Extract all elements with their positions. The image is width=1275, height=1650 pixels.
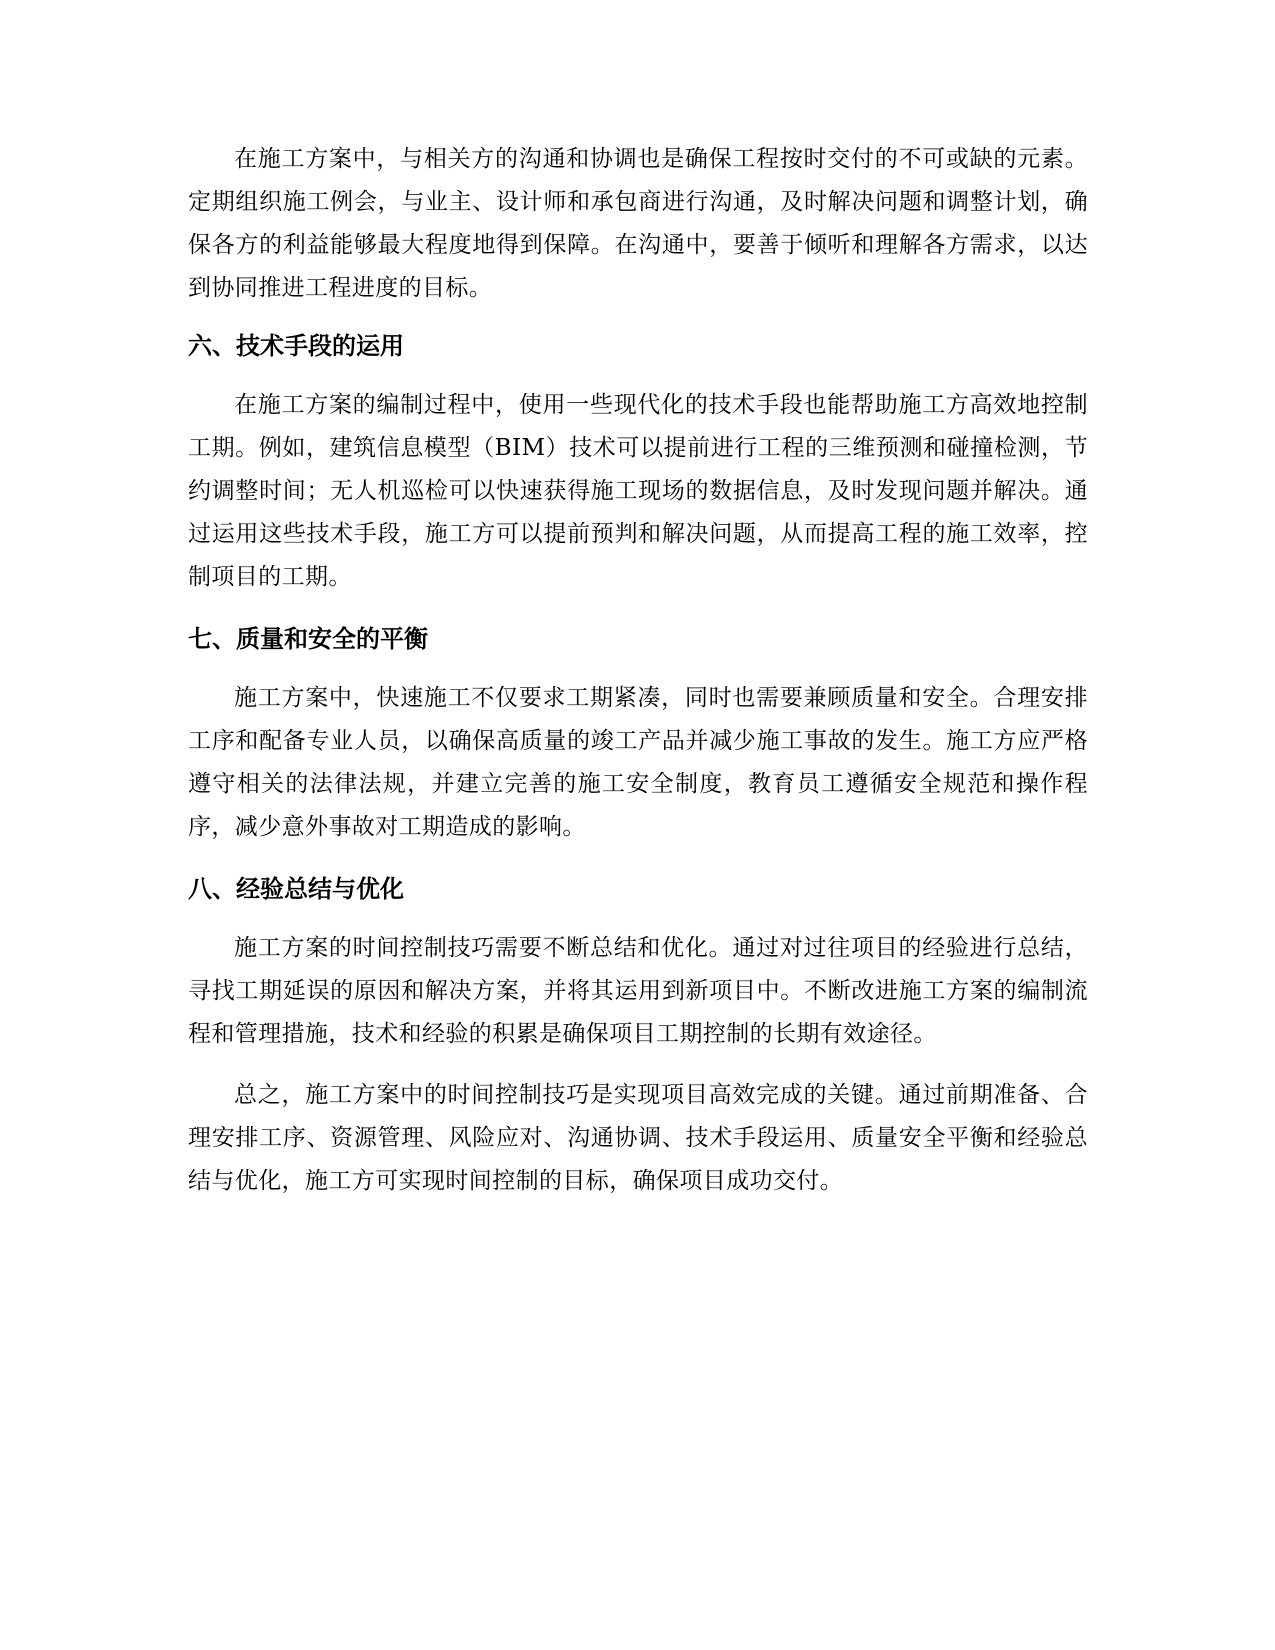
- heading-technology: 六、技术手段的运用: [188, 332, 404, 360]
- heading-quality-safety: 七、质量和安全的平衡: [188, 625, 428, 653]
- heading-experience: 八、经验总结与优化: [188, 875, 404, 903]
- paragraph-technology: 在施工方案的编制过程中，使用一些现代化的技术手段也能帮助施工方高效地控制工期。例如，建筑信息模型（BIM）技术可以提前进行工程的三维预测和碰撞检测，节约调整时间；无人机巡检可以快速获得施工现场的数据信息，及时发现问题并解决。通过运用这些技术手段，施工方可以提前预判和解决问题，从而提高工程的施工效率，控制项目的工期。: [188, 392, 1088, 590]
- paragraph-quality-safety: 施工方案中，快速施工不仅要求工期紧凑，同时也需要兼顾质量和安全。合理安排工序和配备专业人员，以确保高质量的竣工产品并减少施工事故的发生。施工方应严格遵守相关的法律法规，并建立完善的施工安全制度，教育员工遵循安全规范和操作程序，减少意外事故对工期造成的影响。: [188, 685, 1088, 840]
- paragraph-experience: 施工方案的时间控制技巧需要不断总结和优化。通过对过往项目的经验进行总结，寻找工期延误的原因和解决方案，并将其运用到新项目中。不断改进施工方案的编制流程和管理措施，技术和经验的积累是确保项目工期控制的长期有效途径。: [188, 935, 1088, 1047]
- paragraph-conclusion: 总之，施工方案中的时间控制技巧是实现项目高效完成的关键。通过前期准备、合理安排工序、资源管理、风险应对、沟通协调、技术手段运用、质量安全平衡和经验总结与优化，施工方可实现时间控制的目标，确保项目成功交付。: [188, 1082, 1088, 1194]
- document-page: [188, 138, 1088, 1203]
- paragraph-communication: 在施工方案中，与相关方的沟通和协调也是确保工程按时交付的不可或缺的元素。定期组织施工例会，与业主、设计师和承包商进行沟通，及时解决问题和调整计划，确保各方的利益能够最大程度地得到保障。在沟通中，要善于倾听和理解各方需求，以达到协同推进工程进度的目标。: [188, 146, 1088, 301]
